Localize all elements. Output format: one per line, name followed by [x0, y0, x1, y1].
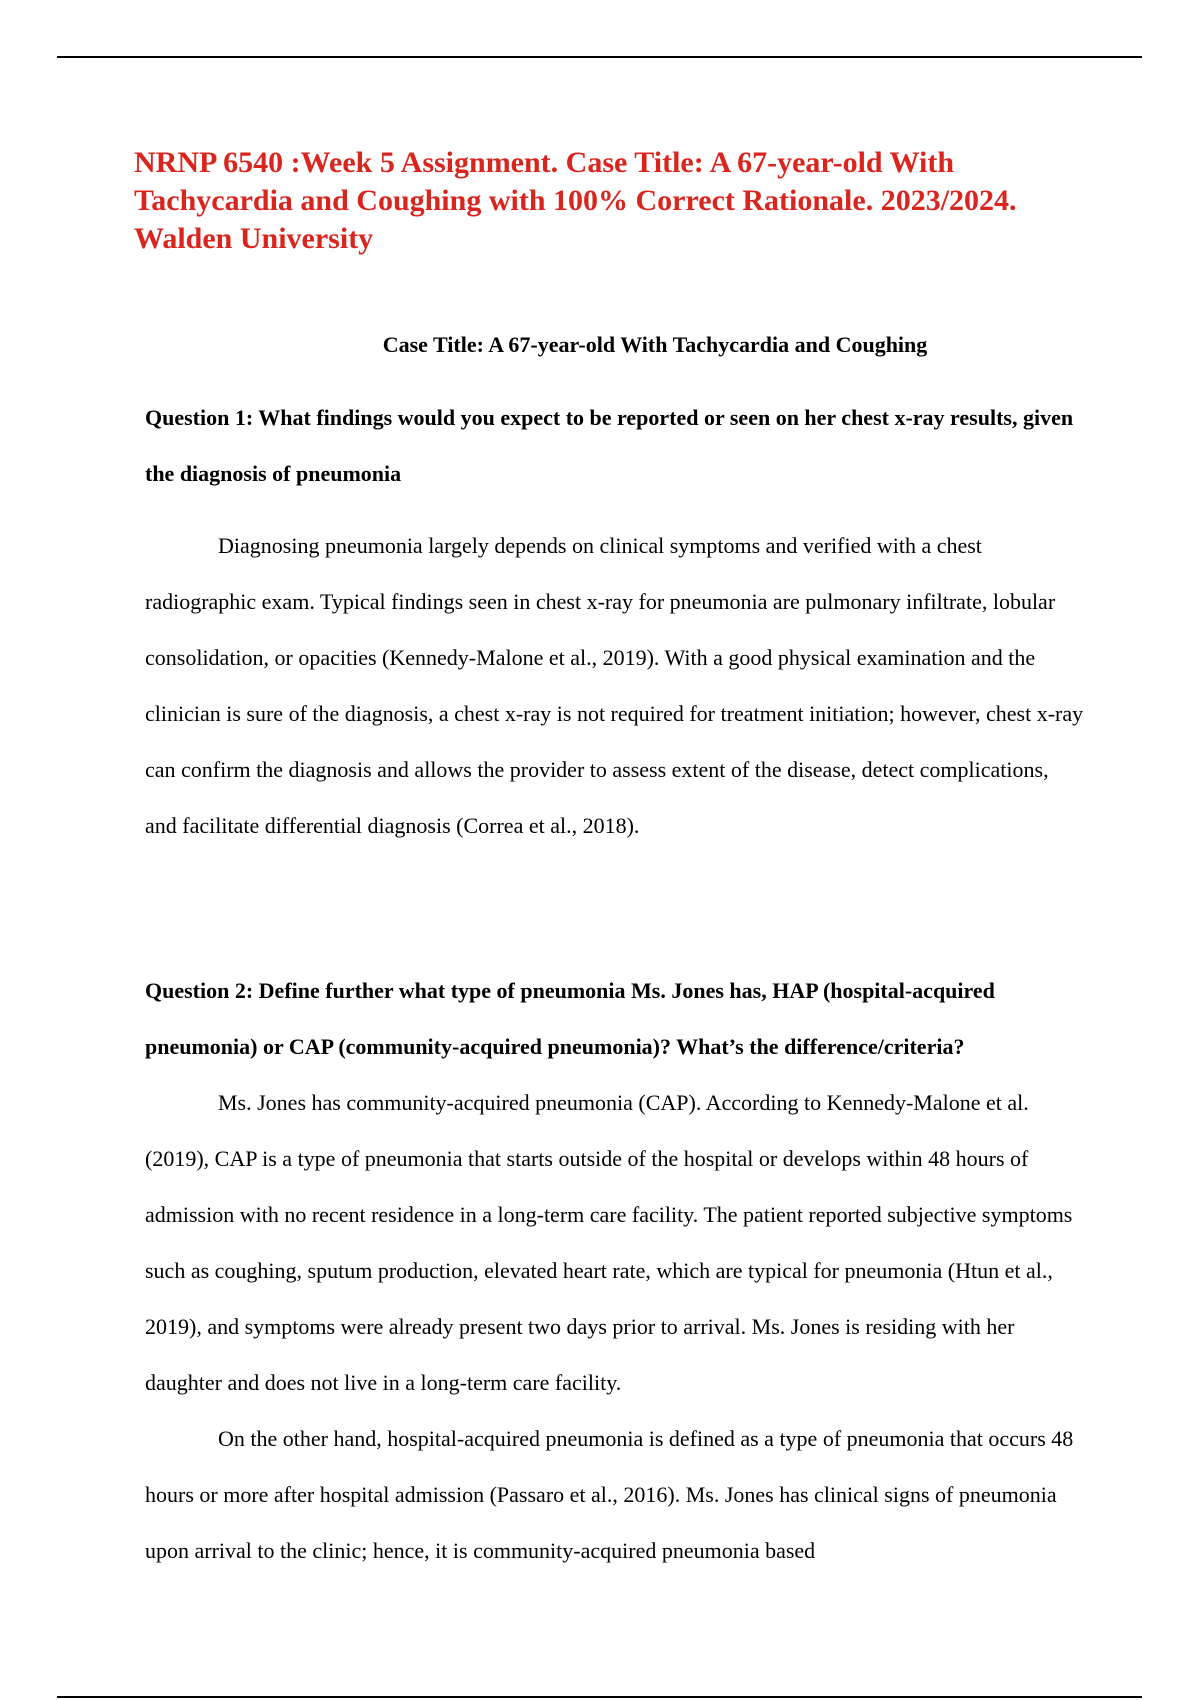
answer-2-paragraph-2: On the other hand, hospital-acquired pneumonia is defined as a type of pneumonia that occurs 48 hours or more after hospital admission (Passaro et al., 2016). Ms. Jones has clinical signs of pneumonia upon arrival to the clinic; hence, it is community-acquired pneumonia based — [145, 1426, 1074, 1563]
document-title: NRNP 6540 :Week 5 Assignment. Case Title: A 67-year-old With Tachycardia and Coughing with 100% Correct Rationale. 2023/2024. Walden University — [134, 146, 1017, 255]
bottom-rule — [57, 1696, 1142, 1698]
top-rule — [57, 56, 1142, 58]
answer-1-paragraph: Diagnosing pneumonia largely depends on clinical symptoms and verified with a chest radiographic exam. Typical findings seen in chest x-ray for pneumonia are pulmonary infiltrate, lobular consolidation, or opacities (Kennedy-Malone et al., 2019). With a good physical examination and the clinician is sure of the diagnosis, a chest x-ray is not required for treatment initiation; however, chest x-ray can confirm the diagnosis and allows the provider to assess extent of the disease, detect complications, and facilitate differential diagnosis (Correa et al., 2018). — [145, 533, 1084, 838]
question-2: Question 2: Define further what type of pneumonia Ms. Jones has, HAP (hospital-acquired pneumonia) or CAP (community-acquired pneumonia)? What’s the difference/criteria? — [145, 978, 995, 1059]
question-1: Question 1: What findings would you expect to be reported or seen on her chest x-ray results, given the diagnosis of pneumonia — [145, 405, 1074, 486]
case-title-heading: Case Title: A 67-year-old With Tachycardia and Coughing — [382, 332, 928, 357]
answer-2-paragraph-1: Ms. Jones has community-acquired pneumonia (CAP). According to Kennedy-Malone et al. (2019), CAP is a type of pneumonia that starts outside of the hospital or develops within 48 hours of admission with no recent residence in a long-term care facility. The patient reported subjective symptoms such as coughing, sputum production, elevated heart rate, which are typical for pneumonia (Htun et al., 2019), and symptoms were already present two days prior to arrival. Ms. Jones is residing with her daughter and does not live in a long-term care facility. — [145, 1090, 1073, 1395]
question-2-section — [145, 963, 1085, 1579]
